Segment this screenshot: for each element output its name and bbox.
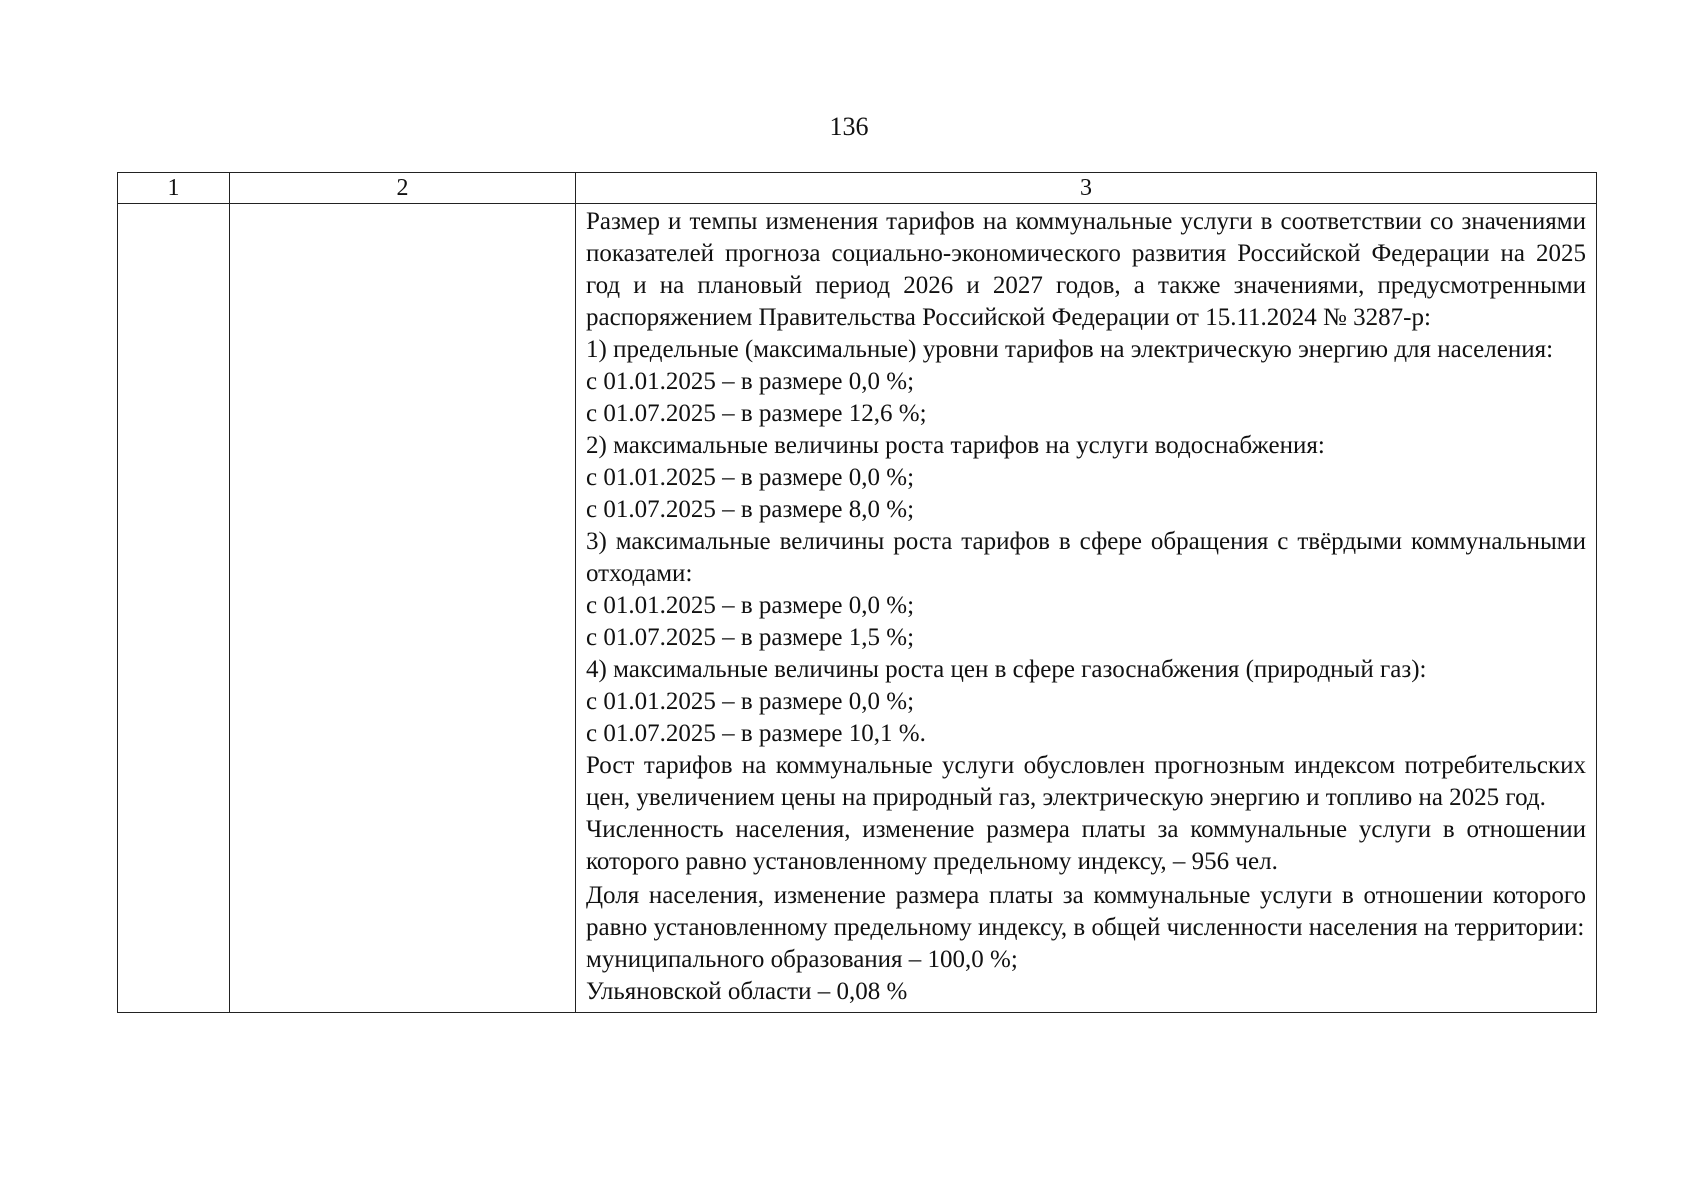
paragraph-intro: Размер и темпы изменения тарифов на коммунальные услуги в соответствии со значениями показателей прогноза социально-экономического развития Российской Федерации на 2025 год и на плановый период 2026 и 2027 годов, а также значениями, предусмотренными распоряжением Правительства Российской Федерации от 15.11.2024 № 3287-р: [586, 208, 1586, 331]
cell-col-3 [576, 204, 1597, 1013]
paragraph-population-count: Численность населения, изменение размера платы за коммунальные услуги в отношении которого равно установленному предельному индексу, – 956 чел. [586, 816, 1586, 875]
page-number: 136 [829, 112, 869, 141]
list-item: Ульяновской области – 0,08 % [586, 978, 908, 1005]
list-item: с 01.01.2025 – в размере 0,0 %; [586, 592, 915, 619]
header-col-1: 1 [118, 173, 230, 204]
header-col-3: 3 [576, 173, 1597, 204]
header-col-2: 2 [230, 173, 576, 204]
table-row [118, 204, 1597, 1013]
list-item: с 01.01.2025 – в размере 0,0 %; [586, 464, 915, 491]
paragraph-tariff-growth: Рост тарифов на коммунальные услуги обусловлен прогнозным индексом потребительских цен, увеличением цены на природный газ, электрическую энергию и топливо на 2025 год. [586, 752, 1586, 811]
table-header-row [118, 173, 1597, 204]
list-item: с 01.01.2025 – в размере 0,0 %; [586, 688, 915, 715]
paragraph-item-1: 1) предельные (максимальные) уровни тарифов на электрическую энергию для населения: [586, 336, 1554, 363]
paragraph-item-3: 3) максимальные величины роста тарифов в сфере обращения с твёрдыми коммунальными отходами: [586, 528, 1586, 587]
list-item: с 01.07.2025 – в размере 8,0 %; [586, 496, 915, 523]
list-item: с 01.07.2025 – в размере 1,5 %; [586, 624, 915, 651]
list-item: с 01.01.2025 – в размере 0,0 %; [586, 368, 915, 395]
cell-col-2 [230, 204, 576, 1013]
cell-col-3-content [576, 204, 1596, 1012]
paragraph-population-share: Доля населения, изменение размера платы за коммунальные услуги в отношении которого равно установленному предельному индексу, в общей численности населения на территории: [586, 882, 1586, 941]
cell-col-1 [118, 204, 230, 1013]
tariff-table [117, 172, 1597, 1013]
list-item: с 01.07.2025 – в размере 12,6 %; [586, 400, 927, 427]
list-item: с 01.07.2025 – в размере 10,1 %. [586, 720, 926, 747]
paragraph-item-4: 4) максимальные величины роста цен в сфере газоснабжения (природный газ): [586, 656, 1427, 683]
list-item: муниципального образования – 100,0 %; [586, 946, 1018, 973]
paragraph-item-2: 2) максимальные величины роста тарифов на услуги водоснабжения: [586, 432, 1325, 459]
